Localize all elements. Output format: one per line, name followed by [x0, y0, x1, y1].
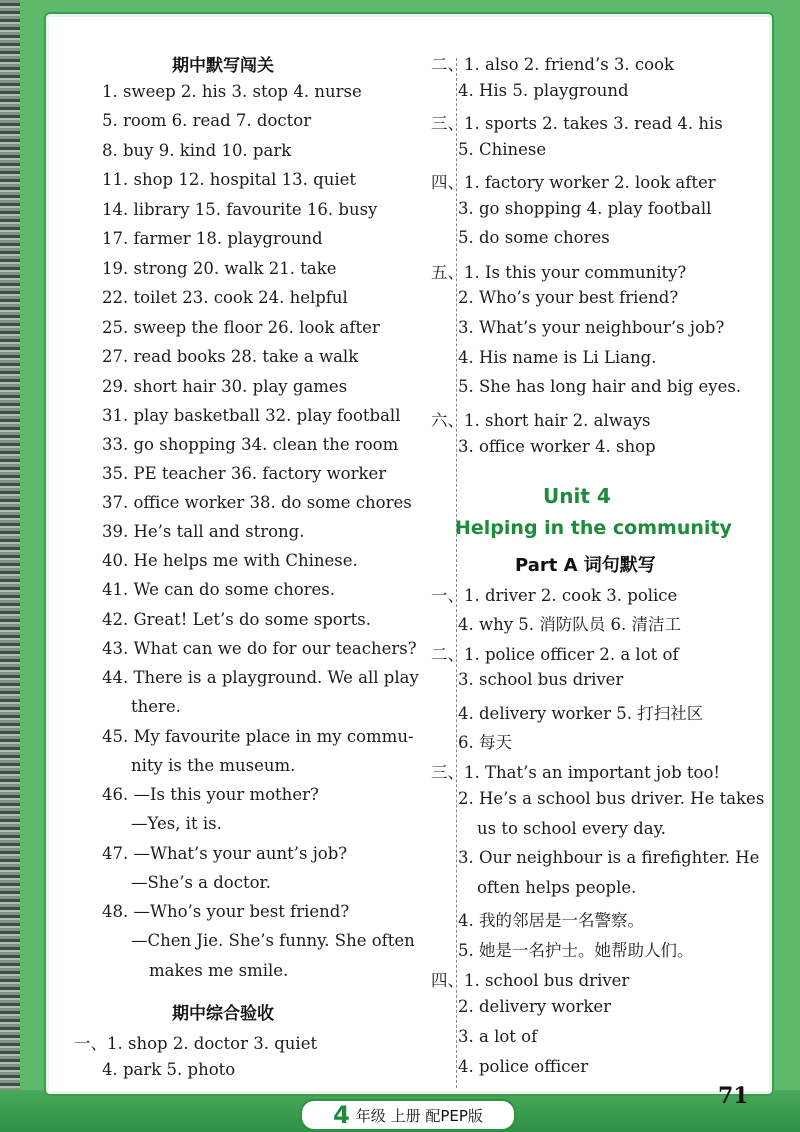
- answer-line: 43. What can we do for our teachers?: [102, 639, 417, 658]
- answer-line: 四、1. school bus driver: [431, 971, 630, 990]
- answer-line: 44. There is a playground. We all play: [102, 668, 419, 687]
- answer-line: 一、1. driver 2. cook 3. police: [431, 586, 678, 605]
- answer-line: 5. do some chores: [458, 228, 610, 247]
- answer-line: 4. delivery worker 5. 打扫社区: [458, 704, 704, 723]
- answer-line: 4. park 5. photo: [102, 1060, 236, 1079]
- answer-line: 4. why 5. 消防队员 6. 清洁工: [458, 615, 682, 634]
- answer-line: 5. She has long hair and big eyes.: [458, 377, 742, 396]
- answer-line: 31. play basketball 32. play football: [102, 406, 401, 425]
- answer-line: 45. My favourite place in my commu-: [102, 727, 414, 746]
- answer-line: 二、1. also 2. friend’s 3. cook: [431, 55, 675, 74]
- unit-title: Unit 4: [543, 484, 611, 508]
- answer-line: 4. 我的邻居是一名警察。: [458, 911, 644, 930]
- answer-line: 4. His name is Li Liang.: [458, 348, 657, 367]
- unit-subtitle: Helping in the community: [455, 517, 732, 539]
- midterm-test-heading: 期中综合验收: [172, 1004, 274, 1024]
- answer-line-continued: —Chen Jie. She’s funny. She often: [131, 931, 415, 950]
- answer-line: 3. office worker 4. shop: [458, 437, 656, 456]
- answer-line: 39. He’s tall and strong.: [102, 522, 305, 541]
- answer-line: 三、1. That’s an important job too!: [431, 763, 721, 782]
- answer-line: 8. buy 9. kind 10. park: [102, 141, 292, 160]
- answer-line: 3. go shopping 4. play football: [458, 199, 712, 218]
- answer-line: 22. toilet 23. cook 24. helpful: [102, 288, 348, 307]
- answer-line: 42. Great! Let’s do some sports.: [102, 610, 371, 629]
- answer-line: 二、1. police officer 2. a lot of: [431, 645, 679, 664]
- answer-line: 35. PE teacher 36. factory worker: [102, 464, 387, 483]
- answer-line-continued: us to school every day.: [477, 819, 666, 838]
- answer-line: 三、1. sports 2. takes 3. read 4. his: [431, 114, 723, 133]
- answer-line: 一、1. shop 2. doctor 3. quiet: [74, 1034, 318, 1053]
- answer-line: 17. farmer 18. playground: [102, 229, 323, 248]
- answer-line: 25. sweep the floor 26. look after: [102, 318, 380, 337]
- answer-line: 11. shop 12. hospital 13. quiet: [102, 170, 357, 189]
- answer-line-continued: often helps people.: [477, 878, 637, 897]
- answer-line-continued: nity is the museum.: [131, 756, 296, 775]
- answer-line: 41. We can do some chores.: [102, 580, 336, 599]
- answer-line: 1. sweep 2. his 3. stop 4. nurse: [102, 82, 362, 101]
- grade-edition-badge: [300, 1099, 516, 1131]
- midterm-dictation-heading: 期中默写闯关: [172, 56, 274, 76]
- answer-line: 6. 每天: [458, 733, 512, 752]
- answer-line: 六、1. short hair 2. always: [431, 411, 651, 430]
- answer-line: 29. short hair 30. play games: [102, 377, 348, 396]
- answer-line: 四、1. factory worker 2. look after: [431, 173, 716, 192]
- column-divider: [456, 58, 457, 1088]
- answer-line: 2. Who’s your best friend?: [458, 288, 679, 307]
- answer-line: 4. His 5. playground: [458, 81, 629, 100]
- answer-line: 37. office worker 38. do some chores: [102, 493, 412, 512]
- answer-line: 5. Chinese: [458, 140, 547, 159]
- answer-line: 3. school bus driver: [458, 670, 624, 689]
- answer-line: 2. He’s a school bus driver. He takes: [458, 789, 765, 808]
- answer-line-continued: makes me smile.: [149, 961, 289, 980]
- answer-line: 48. —Who’s your best friend?: [102, 902, 350, 921]
- answer-line: 27. read books 28. take a walk: [102, 347, 359, 366]
- answer-line: 3. What’s your neighbour’s job?: [458, 318, 725, 337]
- answer-page: [44, 12, 774, 1096]
- answer-line: 3. a lot of: [458, 1027, 538, 1046]
- page-number: 71: [718, 1083, 749, 1109]
- part-a-heading: Part A 词句默写: [515, 555, 656, 576]
- answer-line: 五、1. Is this your community?: [431, 263, 687, 282]
- answer-line: 4. police officer: [458, 1057, 589, 1076]
- answer-line: 5. 她是一名护士。她帮助人们。: [458, 941, 694, 960]
- answer-line: 2. delivery worker: [458, 997, 612, 1016]
- answer-line-continued: —Yes, it is.: [131, 814, 222, 833]
- answer-line: 14. library 15. favourite 16. busy: [102, 200, 378, 219]
- grade-number: 4: [333, 1101, 350, 1129]
- grade-edition-text: 年级 上册 配PEP版: [355, 1106, 483, 1125]
- answer-line: 3. Our neighbour is a firefighter. He: [458, 848, 760, 867]
- book-binding: [0, 0, 20, 1132]
- answer-line: 47. —What’s your aunt’s job?: [102, 844, 348, 863]
- answer-line: 33. go shopping 34. clean the room: [102, 435, 399, 454]
- answer-line-continued: there.: [131, 697, 181, 716]
- answer-line: 5. room 6. read 7. doctor: [102, 111, 312, 130]
- answer-line: 40. He helps me with Chinese.: [102, 551, 358, 570]
- answer-line: 46. —Is this your mother?: [102, 785, 319, 804]
- answer-line-continued: —She’s a doctor.: [131, 873, 271, 892]
- answer-line: 19. strong 20. walk 21. take: [102, 259, 337, 278]
